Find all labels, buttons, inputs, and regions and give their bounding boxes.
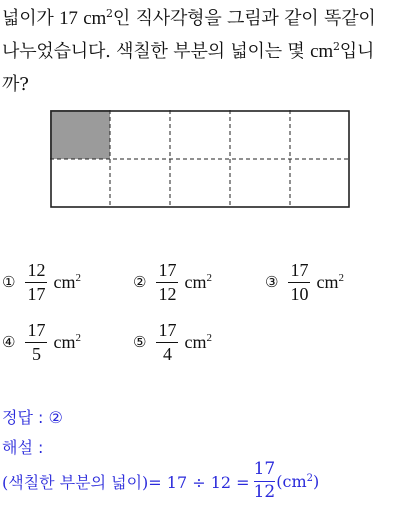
- unit: [184, 272, 212, 293]
- solution-fraction: [254, 460, 276, 502]
- question-text-segment: 입니: [339, 41, 375, 62]
- fraction-denominator: 10: [290, 284, 309, 304]
- unit: [53, 272, 81, 293]
- unit-exponent: 2: [206, 331, 212, 344]
- fraction-denominator: 12: [253, 482, 276, 502]
- unit-exponent: 2: [338, 271, 344, 284]
- choice-2[interactable]: [133, 260, 212, 304]
- fraction-bar: [25, 342, 47, 343]
- unit: [53, 332, 81, 353]
- choice-4[interactable]: [2, 320, 81, 364]
- answer-choices: [0, 258, 400, 378]
- fraction-bar: [156, 282, 178, 283]
- question-text: [2, 2, 398, 101]
- fraction: [288, 260, 310, 304]
- choice-number: ④: [2, 333, 16, 351]
- unit: [184, 332, 212, 353]
- fraction-bar: [288, 282, 310, 283]
- choice-5[interactable]: [133, 320, 212, 364]
- fraction-bar: [25, 282, 47, 283]
- fraction-denominator: 5: [31, 344, 41, 364]
- shaded-cell: [50, 110, 110, 159]
- unit-text: cm: [53, 271, 76, 292]
- fraction-denominator: 12: [158, 284, 177, 304]
- unit-text: cm: [316, 271, 339, 292]
- fraction-numerator: 17: [253, 459, 276, 479]
- unit-exponent: 2: [306, 472, 313, 484]
- solution-line: [2, 460, 319, 502]
- fraction-numerator: 17: [158, 320, 177, 340]
- choice-1[interactable]: [2, 260, 81, 304]
- answer-label: 정답 : ②: [2, 408, 63, 427]
- solution-expression: (색칠한 부분의 넓이)= 17 ÷ 12 =: [2, 472, 250, 492]
- fraction-numerator: 12: [27, 260, 46, 280]
- unit-exponent: 2: [75, 271, 81, 284]
- fraction: [25, 320, 47, 364]
- fraction-numerator: 17: [158, 260, 177, 280]
- unit-text: cm: [184, 331, 207, 352]
- solution-unit: [276, 472, 319, 491]
- unit-text: cm: [53, 331, 76, 352]
- unit-exponent: 2: [206, 271, 212, 284]
- choice-number: ⑤: [133, 333, 147, 351]
- fraction: [156, 260, 178, 304]
- fraction-denominator: 4: [162, 344, 172, 364]
- choice-number: ①: [2, 273, 16, 291]
- unit-exponent: 2: [106, 7, 113, 20]
- unit-text: cm: [184, 271, 207, 292]
- area-value: 17: [59, 8, 78, 29]
- fraction: [25, 260, 47, 304]
- unit-close: ): [312, 471, 320, 491]
- question-line-1: [2, 2, 398, 35]
- choice-number: ③: [265, 273, 279, 291]
- fraction-numerator: 17: [27, 320, 46, 340]
- choice-number: ②: [133, 273, 147, 291]
- choice-3[interactable]: [265, 260, 344, 304]
- question-text-segment: 넓이가: [2, 8, 60, 29]
- question-text-segment: 인 직사각형을 그림과 같이 똑같이: [112, 8, 376, 29]
- question-line-3: [2, 68, 398, 101]
- question-text-segment: 까?: [2, 74, 29, 95]
- explanation-label: 해설 :: [2, 438, 44, 457]
- fraction-numerator: 17: [290, 260, 309, 280]
- rectangle-figure: [50, 110, 350, 208]
- unit-text: (cm: [276, 471, 307, 491]
- area-unit: cm: [83, 8, 107, 29]
- fraction-denominator: 17: [27, 284, 46, 304]
- unit-exponent: 2: [75, 331, 81, 344]
- area-unit: cm: [310, 41, 333, 62]
- unit: [316, 272, 344, 293]
- question-line-2: [2, 35, 398, 68]
- fraction: [156, 320, 178, 364]
- unit-exponent: 2: [332, 40, 340, 53]
- question-text-segment: 나누었습니다. 색칠한 부분의 넓이는 몇: [2, 41, 311, 62]
- fraction-bar: [156, 342, 178, 343]
